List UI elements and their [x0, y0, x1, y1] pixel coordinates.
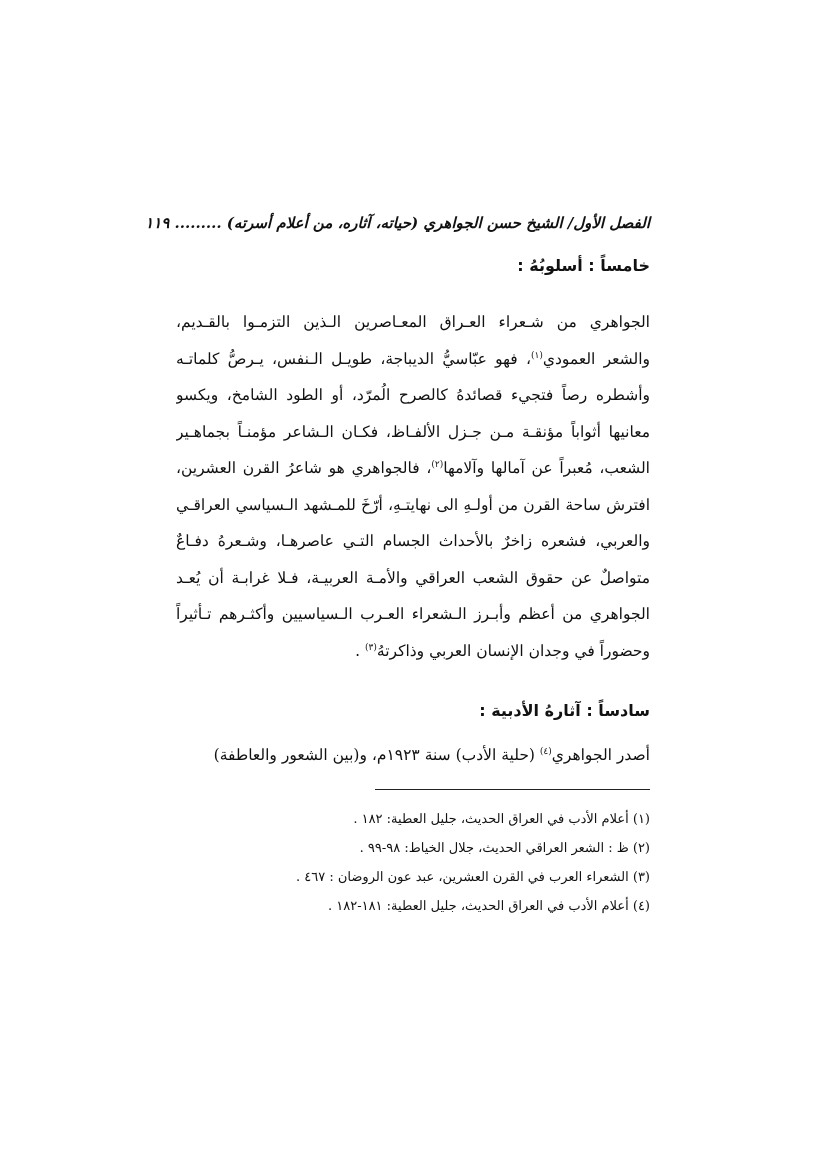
section-style-body — [176, 304, 650, 669]
footnote-ref[interactable]: (٢) — [431, 459, 444, 470]
body-line: وأشطره رصاً فتجيء قصائدهُ كالصرح الُمرّد، أو الطود الشامخ، ويكسو — [176, 386, 650, 404]
footnote-item: (٤) أعلام الأدب في العراق الحديث، جليل العطية: ١٨١-١٨٢ . — [327, 899, 650, 914]
body-line: معانيها أثواباً مؤنقـة مـن جـزل الألفـاظ، فكـان الـشاعر مؤمنـاً بجماهـير — [176, 422, 650, 441]
footnote-ref[interactable]: (٣) — [365, 642, 377, 653]
body-line: وحضوراً في وجدان الإنسان العربي وذاكرتهُ$^{(٣)}$ . — [355, 641, 650, 660]
body-line: الجواهري من أعظم وأبـرز الـشعراء العـرب الـسياسيين وأكثـرهم تـأثيراً — [176, 605, 650, 623]
running-header: الفصل الأول/ الشيخ حسن الجواهري (حياته، آثاره، من أعلام أسرته) ......... ١١٩ — [145, 214, 650, 232]
body-line: الشعب، مُعبراً عن آمالها وآلامها$^{(٢)}$، فالجواهري هو شاعرُ القرن العشرين، — [176, 459, 650, 477]
section-heading-works: سادساً : آثارهُ الأدبية : — [479, 701, 650, 720]
body-line: والعربي، فشعره زاخرٌ بالأحداث الجسام التـي عاصرهـا، وشـعرهُ دفـاعٌ — [176, 532, 650, 550]
footnote-item: (١) أعلام الأدب في العراق الحديث، جليل العطية: ١٨٢ . — [353, 812, 650, 827]
body-line: افترش ساحة القرن من أولـهِ الى نهايتـهِ، أرّخَ للمـشهد الـسياسي العراقـي — [176, 495, 650, 514]
body-line: متواصلٌ عن حقوق الشعب العراقي والأمـة العربيـة، فـلا غرابـة أن يُعـد — [176, 568, 650, 587]
section-heading-style: خامساً : أسلوبُهُ : — [517, 256, 650, 275]
footnotes-list — [170, 805, 650, 921]
body-line: والشعر العمودي$^{(١)}$، فهو عبّاسيُّ الديباجة، طويـل الـنفس، يـرصُّ كلماتـه — [176, 349, 650, 368]
footnote-item: (٢) ظ : الشعر العراقي الحديث، جلال الخياط: ٩٨-٩٩ . — [359, 841, 650, 856]
footnote-item: (٣) الشعراء العرب في القرن العشرين، عبد عون الروضان : ٤٦٧ . — [296, 870, 650, 885]
body-line: الجواهري من شـعراء العـراق المعـاصرين الـذين التزمـوا بالقـديم، — [176, 313, 650, 331]
footnote-ref[interactable]: (١) — [530, 350, 543, 361]
section-works-body: أصدر الجواهري$^{(٤)}$ (حلية الأدب) سنة ١٩٢٣م، و(بين الشعور والعاطفة) — [213, 746, 650, 764]
footnote-ref[interactable]: (٤) — [539, 746, 552, 757]
footnote-divider — [375, 789, 650, 790]
